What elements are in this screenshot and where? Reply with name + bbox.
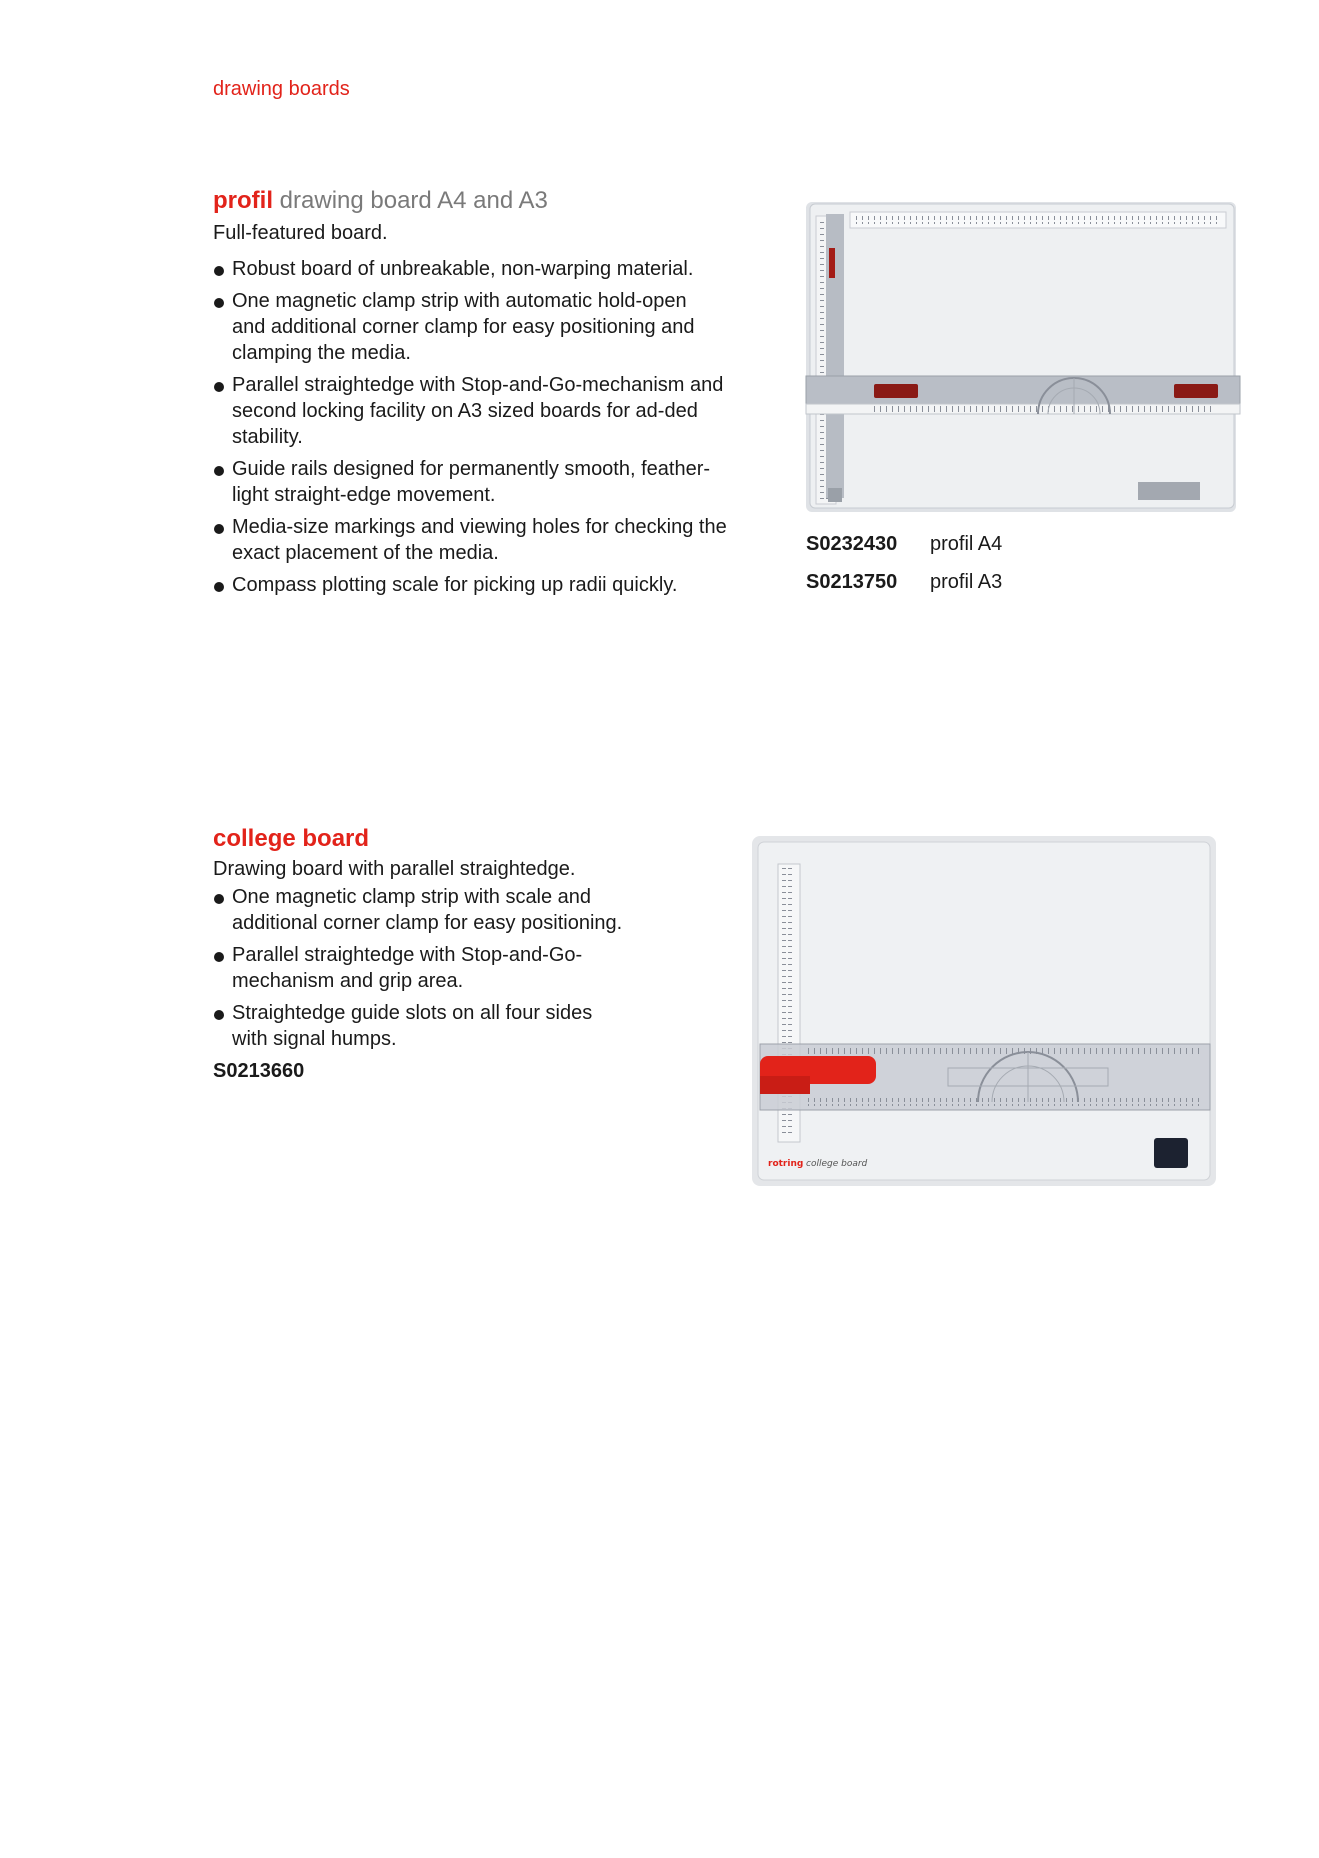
list-item	[213, 456, 733, 508]
section-label: drawing boards	[213, 78, 350, 100]
college-title-text: college board	[213, 825, 370, 852]
list-item	[213, 1000, 603, 1052]
product-name: profil A4	[930, 533, 1003, 555]
college-feature-list	[213, 884, 653, 1052]
feature-text: Parallel straightedge with Stop-and-Go-mechanism and second locking facility on A3 sized boards for ad-ded stability.	[232, 374, 724, 448]
college-subtitle: Drawing board with parallel straightedge.	[213, 858, 576, 880]
feature-text: Media-size markings and viewing holes for checking the exact placement of the media.	[232, 516, 727, 564]
list-item	[213, 288, 723, 366]
bullet-icon	[214, 298, 224, 308]
profil-board-image	[802, 198, 1242, 518]
college-title	[213, 824, 653, 854]
bullet-icon	[214, 1010, 224, 1020]
bullet-icon	[214, 382, 224, 392]
product-row	[806, 531, 1002, 569]
feature-text: One magnetic clamp strip with automatic hold-open and additional corner clamp for easy positioning and clamping the media.	[232, 290, 695, 364]
bullet-icon	[214, 582, 224, 592]
bullet-icon	[214, 894, 224, 904]
feature-text: Compass plotting scale for picking up radii quickly.	[232, 574, 678, 596]
bullet-icon	[214, 266, 224, 276]
feature-text: Straightedge guide slots on all four sides with signal humps.	[232, 1002, 593, 1050]
list-item	[213, 514, 773, 566]
college-section	[213, 824, 653, 1084]
board-logo-text: college board	[806, 1159, 868, 1169]
college-board-image	[748, 832, 1220, 1192]
profil-section	[213, 186, 773, 604]
feature-text: Robust board of unbreakable, non-warping material.	[232, 258, 694, 280]
feature-text: One magnetic clamp strip with scale and additional corner clamp for easy positioning.	[232, 886, 623, 934]
profil-title-rest: drawing board A4 and A3	[273, 187, 548, 214]
profil-feature-list	[213, 256, 773, 598]
feature-text: Guide rails designed for permanently smooth, feather-light straight-edge movement.	[232, 458, 711, 506]
college-product-code: S0213660	[213, 1060, 305, 1082]
profil-subtitle: Full-featured board.	[213, 222, 388, 244]
product-code: S0213750	[806, 571, 898, 593]
profil-title-brand: profil	[213, 187, 273, 214]
bullet-icon	[214, 466, 224, 476]
product-code: S0232430	[806, 533, 898, 555]
bullet-icon	[214, 524, 224, 534]
bullet-icon	[214, 952, 224, 962]
profil-title	[213, 186, 773, 216]
list-item	[213, 372, 733, 450]
feature-text: Parallel straightedge with Stop-and-Go-mechanism and grip area.	[232, 944, 583, 992]
profil-product-codes	[806, 531, 1002, 607]
list-item	[213, 942, 603, 994]
product-name: profil A3	[930, 571, 1003, 593]
board-logo-brand: rotring	[768, 1159, 804, 1169]
list-item	[213, 572, 773, 598]
product-row	[806, 569, 1002, 607]
list-item	[213, 256, 773, 282]
list-item	[213, 884, 653, 936]
